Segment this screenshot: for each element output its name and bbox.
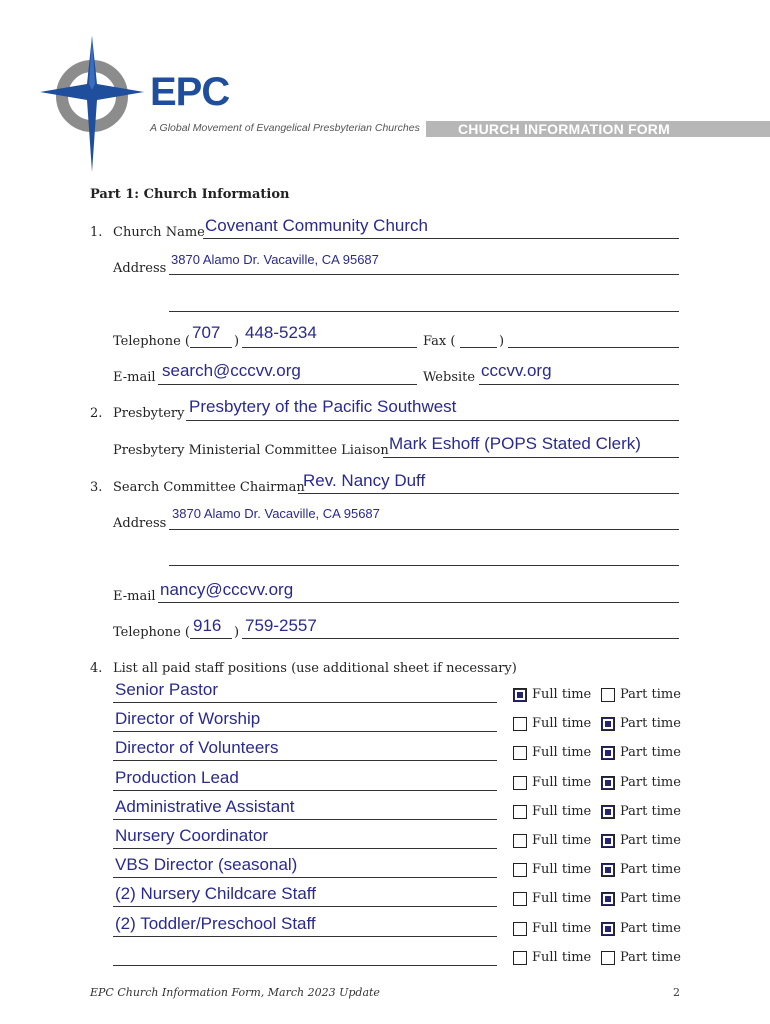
chair-phone-area-line [190, 638, 232, 639]
chair-telephone-close: ) [234, 625, 240, 640]
email-line [158, 384, 417, 385]
tagline: A Global Movement of Evangelical Presbyterian Churches [150, 122, 420, 134]
part-time-checkbox[interactable] [601, 834, 615, 848]
full-time-label: Full time [532, 921, 592, 936]
full-time-label: Full time [532, 833, 592, 848]
part-time-label: Part time [620, 833, 681, 848]
epc-logo [36, 34, 148, 174]
liaison-label: Presbytery Ministerial Committee Liaison [113, 443, 389, 458]
part-time-checkbox[interactable] [601, 717, 615, 731]
telephone-close: ) [234, 334, 240, 349]
staff-title-field[interactable]: (2) Toddler/Preschool Staff [115, 914, 316, 933]
chair-address-field[interactable]: 3870 Alamo Dr. Vacaville, CA 95687 [172, 506, 380, 521]
part-time-checkbox[interactable] [601, 688, 615, 702]
staff-title-line [113, 760, 497, 761]
liaison-field[interactable]: Mark Eshoff (POPS Stated Clerk) [389, 434, 641, 453]
full-time-label: Full time [532, 687, 592, 702]
part-time-label: Part time [620, 687, 681, 702]
liaison-line [383, 457, 679, 458]
chair-email-field[interactable]: nancy@cccvv.org [160, 580, 294, 599]
church-name-line [203, 238, 679, 239]
part-time-checkbox[interactable] [601, 892, 615, 906]
phone-area-field[interactable]: 707 [192, 323, 221, 342]
address-label: Address [113, 261, 167, 276]
full-time-checkbox[interactable] [513, 951, 527, 965]
email-label: E-mail [113, 370, 156, 385]
phone-area-line [190, 347, 232, 348]
staff-title-line [113, 790, 497, 791]
full-time-checkbox[interactable] [513, 717, 527, 731]
full-time-checkbox[interactable] [513, 834, 527, 848]
part-time-label: Part time [620, 891, 681, 906]
presbytery-field[interactable]: Presbytery of the Pacific Southwest [189, 397, 457, 416]
presbytery-label: Presbytery [113, 406, 185, 421]
staff-title-line [113, 936, 497, 937]
part-time-label: Part time [620, 716, 681, 731]
fax-area-line[interactable] [460, 347, 497, 348]
part-time-checkbox[interactable] [601, 746, 615, 760]
chair-phone-number-field[interactable]: 759-2557 [245, 616, 317, 635]
full-time-checkbox[interactable] [513, 863, 527, 877]
staff-title-line [113, 848, 497, 849]
chair-phone-number-line [242, 638, 679, 639]
q4-number: 4. [90, 661, 103, 676]
chair-telephone-label: Telephone ( [113, 625, 190, 640]
staff-title-field[interactable]: Senior Pastor [115, 680, 218, 699]
full-time-label: Full time [532, 891, 592, 906]
full-time-label: Full time [532, 950, 592, 965]
staff-title-line [113, 965, 497, 966]
part-time-label: Part time [620, 745, 681, 760]
part-time-label: Part time [620, 775, 681, 790]
cross-globe-icon [36, 34, 148, 174]
part-time-checkbox[interactable] [601, 863, 615, 877]
staff-title-field[interactable]: VBS Director (seasonal) [115, 855, 298, 874]
phone-number-line [242, 347, 417, 348]
page-number: 2 [673, 986, 680, 999]
staff-title-field[interactable]: Director of Volunteers [115, 738, 279, 757]
chair-email-label: E-mail [113, 589, 156, 604]
q1-number: 1. [90, 225, 103, 240]
part-time-label: Part time [620, 862, 681, 877]
part-time-checkbox[interactable] [601, 922, 615, 936]
staff-title-field[interactable]: Production Lead [115, 768, 239, 787]
website-line [479, 384, 679, 385]
part-time-label: Part time [620, 950, 681, 965]
email-field[interactable]: search@cccvv.org [162, 361, 301, 380]
fax-label: Fax ( [423, 334, 456, 349]
staff-title-field[interactable]: Administrative Assistant [115, 797, 295, 816]
part-time-checkbox[interactable] [601, 951, 615, 965]
full-time-label: Full time [532, 804, 592, 819]
full-time-checkbox[interactable] [513, 746, 527, 760]
full-time-checkbox[interactable] [513, 892, 527, 906]
full-time-checkbox[interactable] [513, 688, 527, 702]
church-name-field[interactable]: Covenant Community Church [205, 216, 428, 235]
full-time-label: Full time [532, 775, 592, 790]
fax-number-line[interactable] [508, 347, 679, 348]
chairman-label: Search Committee Chairman [113, 480, 305, 495]
chairman-line [298, 493, 679, 494]
staff-title-field[interactable]: (2) Nursery Childcare Staff [115, 884, 316, 903]
website-field[interactable]: cccvv.org [481, 361, 552, 380]
part-time-checkbox[interactable] [601, 776, 615, 790]
address-line-2[interactable] [169, 311, 679, 312]
phone-number-field[interactable]: 448-5234 [245, 323, 317, 342]
telephone-label: Telephone ( [113, 334, 190, 349]
staff-list-label: List all paid staff positions (use additional sheet if necessary) [113, 661, 517, 676]
footer-text: EPC Church Information Form, March 2023 Update [90, 986, 380, 999]
q2-number: 2. [90, 406, 103, 421]
staff-title-line [113, 702, 497, 703]
address-line-1 [169, 274, 679, 275]
address-field[interactable]: 3870 Alamo Dr. Vacaville, CA 95687 [171, 252, 379, 267]
form-title: CHURCH INFORMATION FORM [458, 121, 670, 137]
part-time-checkbox[interactable] [601, 805, 615, 819]
chair-address-line-1 [169, 529, 679, 530]
staff-title-line [113, 819, 497, 820]
chairman-field[interactable]: Rev. Nancy Duff [303, 471, 426, 490]
full-time-checkbox[interactable] [513, 805, 527, 819]
staff-title-field[interactable]: Nursery Coordinator [115, 826, 269, 845]
q3-number: 3. [90, 480, 103, 495]
staff-title-field[interactable]: Director of Worship [115, 709, 261, 728]
chair-phone-area-field[interactable]: 916 [193, 616, 222, 635]
part-time-label: Part time [620, 804, 681, 819]
logo-text: EPC [150, 70, 230, 114]
staff-title-line [113, 877, 497, 878]
part1-heading: Part 1: Church Information [90, 187, 290, 202]
fax-close: ) [499, 334, 505, 349]
full-time-label: Full time [532, 716, 592, 731]
full-time-checkbox[interactable] [513, 776, 527, 790]
full-time-label: Full time [532, 862, 592, 877]
full-time-checkbox[interactable] [513, 922, 527, 936]
staff-title-line [113, 906, 497, 907]
website-label: Website [423, 370, 476, 385]
presbytery-line [186, 420, 679, 421]
chair-address-line-2[interactable] [169, 565, 679, 566]
church-name-label: Church Name [113, 225, 205, 240]
full-time-label: Full time [532, 745, 592, 760]
staff-title-line [113, 731, 497, 732]
chair-address-label: Address [113, 516, 167, 531]
part-time-label: Part time [620, 921, 681, 936]
chair-email-line [158, 602, 679, 603]
form-title-banner [426, 121, 770, 137]
